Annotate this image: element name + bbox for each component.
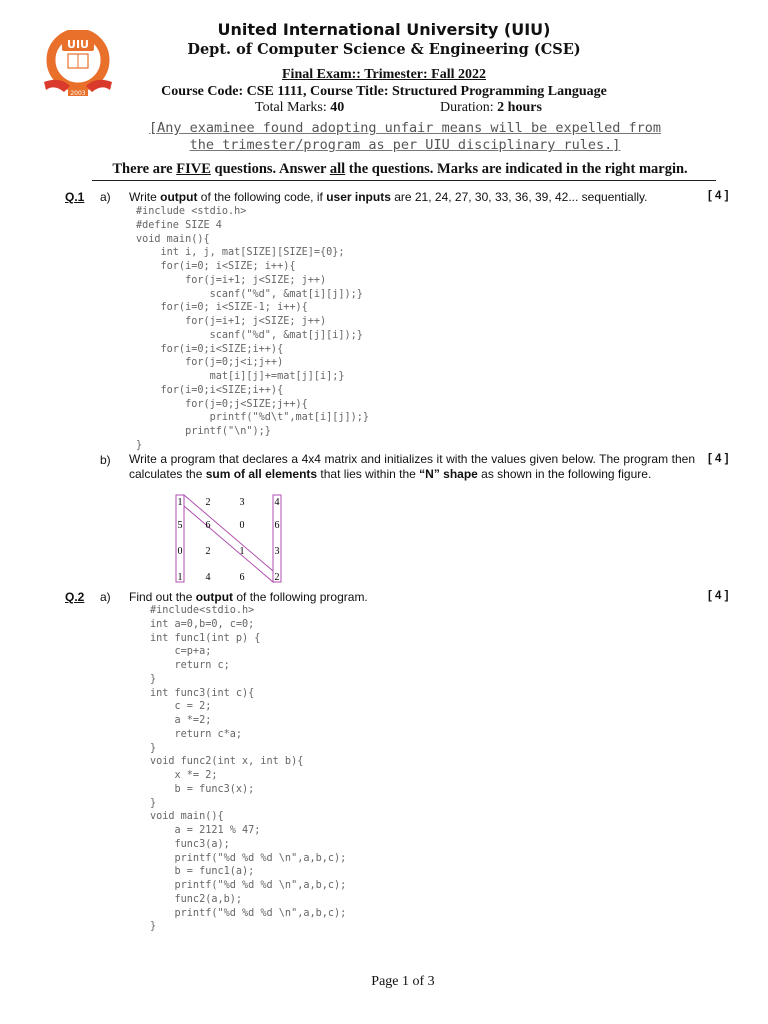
course-info: Course Code: CSE 1111, Course Title: Structured Programming Language xyxy=(161,84,607,99)
q1b-b2: “N” shape xyxy=(419,466,478,481)
question-1-number: Q.1 xyxy=(65,190,85,204)
n-left-bar xyxy=(176,495,184,582)
exam-title: Final Exam:: Trimester: Fall 2022 xyxy=(282,67,486,82)
total-marks-label: Total Marks: xyxy=(255,100,327,115)
q1b-marks: [ 4 ] xyxy=(708,453,729,465)
matrix-cell: 6 xyxy=(205,520,211,531)
matrix-cell: 6 xyxy=(274,520,280,531)
q1a-b2: user inputs xyxy=(326,190,391,204)
q2a-t1: Find out the xyxy=(129,590,196,604)
q1a-t3: are 21, 24, 27, 30, 33, 36, 39, 42... sequentially. xyxy=(390,190,648,204)
matrix-cell: 4 xyxy=(274,497,280,508)
matrix-cell: 0 xyxy=(239,520,245,531)
q2a-b1: output xyxy=(195,590,234,604)
q2a-marks: [ 4 ] xyxy=(708,590,729,602)
duration-value: 2 hours xyxy=(497,100,542,115)
header-divider xyxy=(92,180,716,181)
warning-line-2: the trimester/program as per UIU disciplinary rules.] xyxy=(189,137,621,153)
instr-text-2: questions. Answer xyxy=(210,161,330,177)
q2a-text xyxy=(129,590,368,604)
n-right-bar xyxy=(273,495,281,582)
matrix-cell: 2 xyxy=(205,497,211,508)
q1a-marks: [ 4 ] xyxy=(708,190,729,202)
q1a-label: a) xyxy=(100,190,111,204)
instructions xyxy=(0,161,768,178)
department-name: Dept. of Computer Science & Engineering (CSE) xyxy=(187,41,581,58)
instr-text-1: There are xyxy=(112,161,177,177)
q1b-t3: as shown in the following figure. xyxy=(477,466,652,481)
total-marks xyxy=(255,100,344,116)
q1b-label: b) xyxy=(100,453,111,467)
q1a-t1: Write xyxy=(129,190,161,204)
q2a-label: a) xyxy=(100,590,111,604)
instr-all: all xyxy=(329,161,346,177)
matrix-cell: 2 xyxy=(205,546,211,557)
q2a-t2: of the following program. xyxy=(233,590,368,604)
q1b-b1: sum of all elements xyxy=(205,466,318,481)
university-name: United International University (UIU) xyxy=(217,20,551,39)
q1a-code: #include <stdio.h> #define SIZE 4 void main(){ int i, j, mat[SIZE][SIZE]={0}; for(i=0; i<SIZE; i++){ for(j=i+1; j<SIZE; j++) scanf("%d", &mat[i][j]);} for(i=0; i<SIZE-1; i++){ for(j=i+1; j<SIZE; j++) scanf("%d", &mat[j][i]);} for(i=0;i<SIZE;i++){ for(j=0;j<i;j++) mat[i][j]+=mat[j][i];} for(i=0;i<SIZE;i++){ for(j=0;j<SIZE;j++){ printf("%d\t",mat[i][j]);} printf("\n");} } xyxy=(136,206,370,451)
q1a-t2: of the following code, if xyxy=(197,190,327,204)
duration-label: Duration: xyxy=(440,100,494,115)
matrix-cell: 0 xyxy=(177,546,183,557)
logo-year: 2003 xyxy=(70,90,86,97)
matrix-cell: 3 xyxy=(274,546,280,557)
matrix-cell: 6 xyxy=(239,572,245,583)
matrix-cell: 4 xyxy=(205,572,211,583)
disciplinary-warning xyxy=(100,120,710,154)
matrix-cell: 3 xyxy=(239,497,245,508)
instr-text-3: the questions. Marks are indicated in the right margin. xyxy=(345,161,688,177)
warning-line-1: [Any examinee found adopting unfair means will be expelled from xyxy=(148,120,662,136)
q1a-text xyxy=(129,190,648,204)
n-shape-svg xyxy=(170,494,292,584)
q1b-t1: Write a program that declares a 4x4 matrix and initializes it with the values given below. The program then calculates the xyxy=(129,452,695,481)
logo-text: UIU xyxy=(67,38,89,51)
n-shape-matrix-figure xyxy=(170,494,292,584)
matrix-cell: 1 xyxy=(177,497,183,508)
page-number: Page 1 of 3 xyxy=(371,974,435,989)
q1b-t2: that lies within the xyxy=(317,466,420,481)
duration xyxy=(440,100,542,116)
matrix-cell: 5 xyxy=(177,520,183,531)
matrix-cell: 1 xyxy=(239,546,245,557)
matrix-cell: 2 xyxy=(274,572,280,583)
q1a-b1: output xyxy=(160,190,198,204)
instr-five: FIVE xyxy=(176,161,211,177)
matrix-cell: 1 xyxy=(177,572,183,583)
q1b-text xyxy=(129,452,695,481)
question-2-number: Q.2 xyxy=(65,590,85,604)
total-marks-value: 40 xyxy=(330,100,345,115)
q2a-code: #include<stdio.h> int a=0,b=0, c=0; int func1(int p) { c=p+a; return c; } int func3(int c){ c = 2; a *=2; return c*a; } void func2(int x, int b){ x *= 2; b = func3(x); } void main(){ a = 2121 % 47; func3(a); printf("%d %d %d \n",a,b,c); b = func1(a); printf("%d %d %d \n",a,b,c); func2(a,b); printf("%d %d %d \n",a,b,c); } xyxy=(150,605,347,933)
matrix-cells xyxy=(178,497,280,583)
n-diagonal xyxy=(184,495,273,582)
